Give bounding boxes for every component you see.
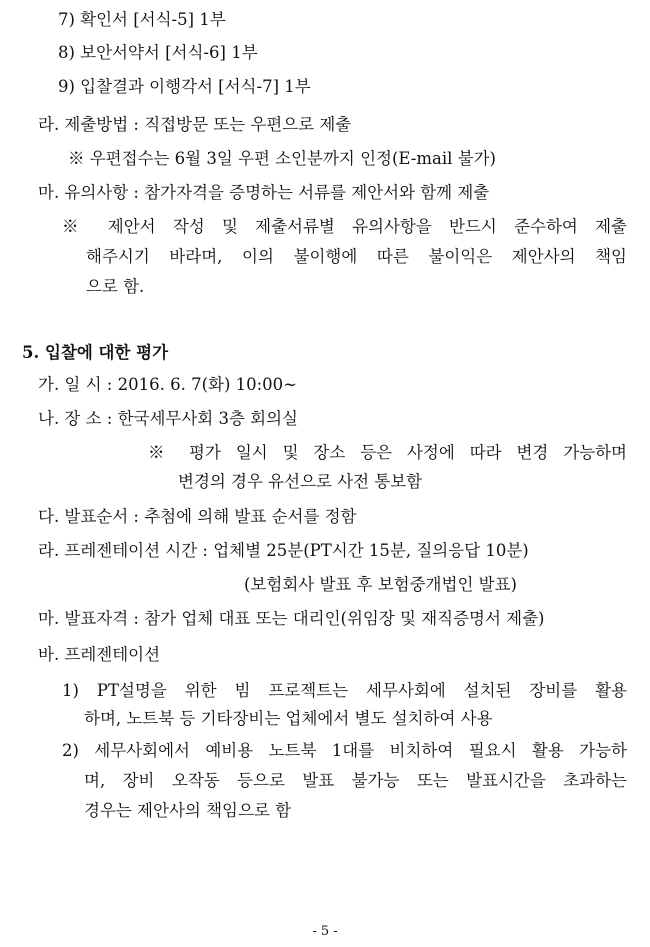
precautions: 마. 유의사항 : 참가자격을 증명하는 서류를 제안서와 함께 제출 <box>38 183 490 202</box>
presentation-heading: 바. 프레젠테이션 <box>38 645 161 664</box>
pres-item-2-line-1: 2) 세무사회에서 예비용 노트북 1대를 비치하여 필요시 활용 가능하 <box>62 741 627 760</box>
presentation-time: 라. 프레젠테이션 시간 : 업체별 25분(PT시간 15분, 질의응답 10분) <box>38 541 529 560</box>
pres-item-1-line-2: 하며, 노트북 등 기타장비는 업체에서 별도 설치하여 사용 <box>84 709 493 728</box>
pres-item-1-line-1: 1) PT설명을 위한 빔 프로젝트는 세무사회에 설치된 장비를 활용 <box>62 681 627 700</box>
list-item-9: 9) 입찰결과 이행각서 [서식-7] 1부 <box>58 77 311 96</box>
submission-method: 라. 제출방법 : 직접방문 또는 우편으로 제출 <box>38 115 352 134</box>
presentation-order: 다. 발표순서 : 추첨에 의해 발표 순서를 정함 <box>38 507 357 526</box>
page-number: - 5 - <box>312 924 338 939</box>
list-item-8: 8) 보안서약서 [서식-6] 1부 <box>58 43 258 62</box>
presenter-qualification: 마. 발표자격 : 참가 업체 대표 또는 대리인(위임장 및 재직증명서 제출) <box>38 609 545 628</box>
list-item-7: 7) 확인서 [서식-5] 1부 <box>58 10 226 29</box>
precaution-warning-line-1: ※ 제안서 작성 및 제출서류별 유의사항을 반드시 준수하여 제출 <box>62 217 627 236</box>
place-note-line-1: ※ 평가 일시 및 장소 등은 사정에 따라 변경 가능하며 <box>148 443 627 462</box>
mail-note: ※ 우편접수는 6월 3일 우편 소인분까지 인정(E-mail 불가) <box>68 149 496 168</box>
evaluation-place: 나. 장 소 : 한국세무사회 3층 회의실 <box>38 409 298 428</box>
section-5-heading: 5. 입찰에 대한 평가 <box>22 343 169 362</box>
precaution-warning-line-3: 으로 함. <box>86 277 145 296</box>
pres-item-2-line-2: 며, 장비 오작동 등으로 발표 불가능 또는 발표시간을 초과하는 <box>84 771 627 790</box>
presentation-time-note: (보험회사 발표 후 보험중개법인 발표) <box>244 575 517 594</box>
place-note-line-2: 변경의 경우 유선으로 사전 통보함 <box>178 472 423 491</box>
evaluation-date: 가. 일 시 : 2016. 6. 7(화) 10:00∼ <box>38 375 298 394</box>
pres-item-2-line-3: 경우는 제안사의 책임으로 함 <box>84 801 292 820</box>
precaution-warning-line-2: 해주시기 바라며, 이의 불이행에 따른 불이익은 제안사의 책임 <box>86 247 627 266</box>
